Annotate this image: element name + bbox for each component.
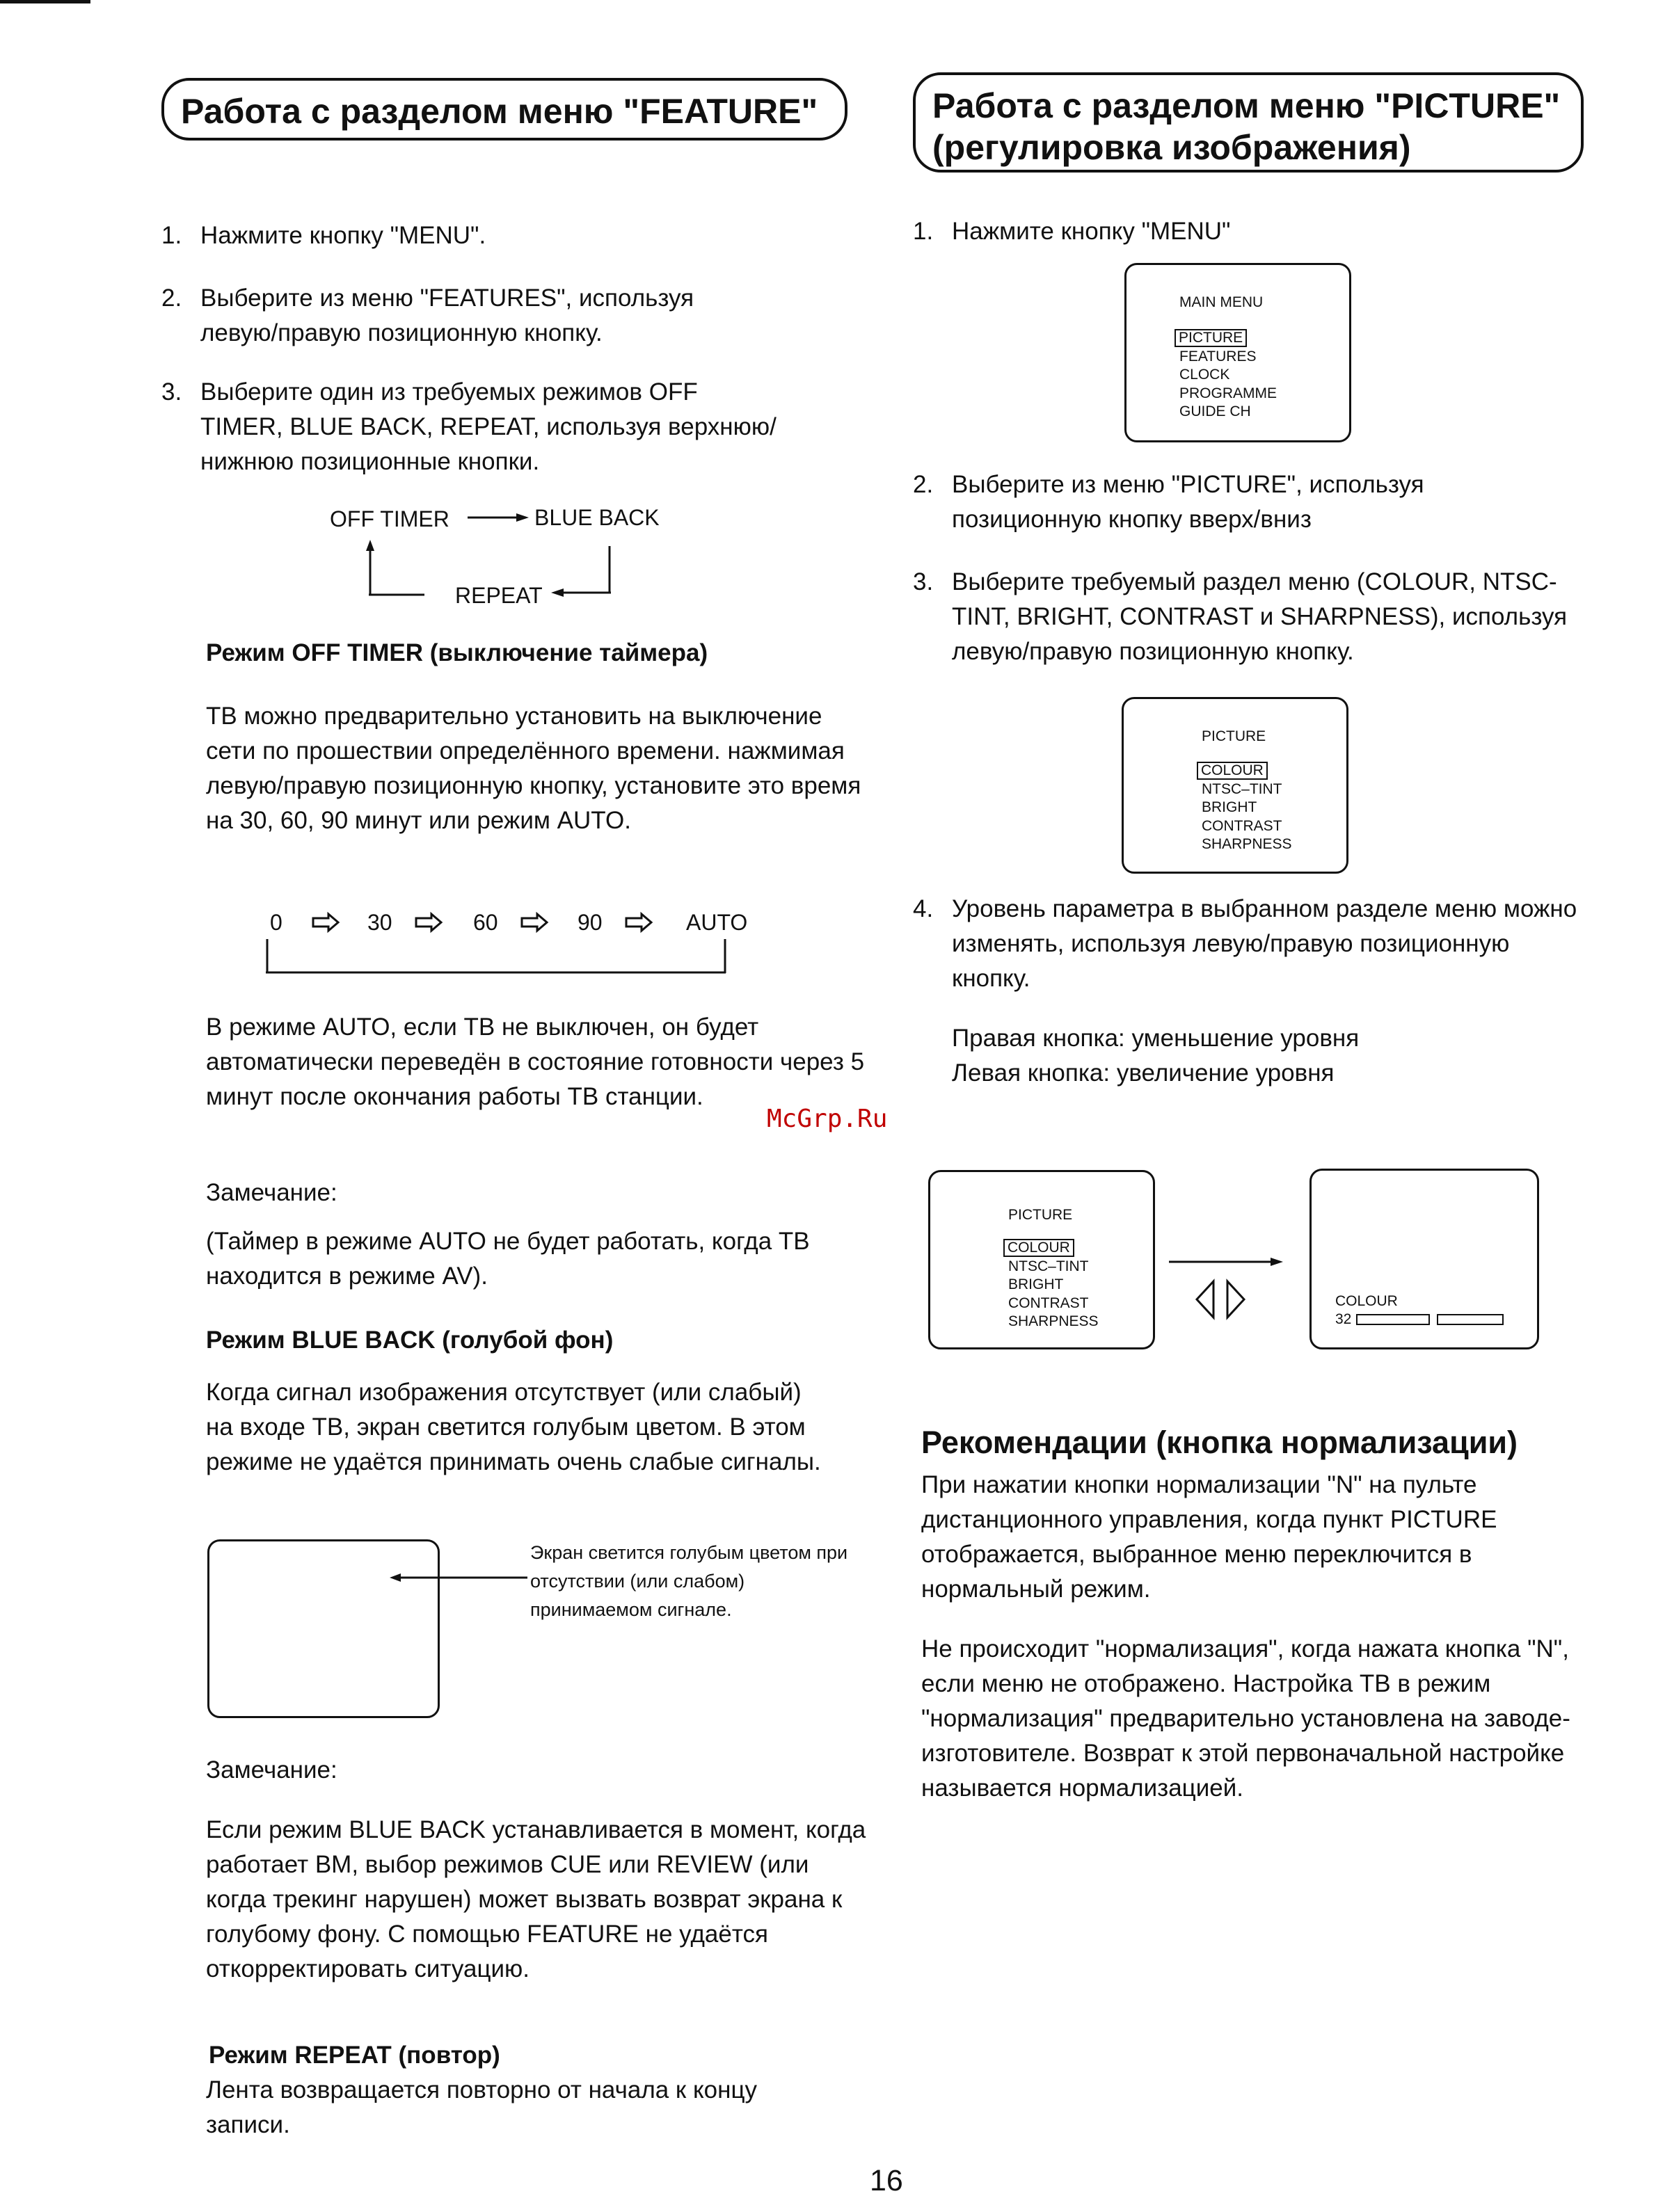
left-button-description: Левая кнопка: увеличение уровня [952, 1059, 1335, 1087]
main-menu-item: GUIDE CH [1179, 403, 1251, 419]
scan-edge-mark [0, 0, 90, 3]
picture-menu-item: CONTRAST [1202, 817, 1282, 834]
picture-menu-item: BRIGHT [1008, 1276, 1064, 1292]
off-timer-note-label: Замечание: [206, 1179, 337, 1206]
colour-level-bar-right [1437, 1314, 1504, 1325]
step-number: 3. [913, 568, 934, 595]
step-text: Нажмите кнопку "MENU". [200, 222, 486, 249]
step-number: 1. [913, 218, 934, 245]
picture-section-heading: Работа с разделом меню "PICTURE" (регулировка изображения) [913, 72, 1584, 173]
step-number: 3. [161, 378, 182, 406]
timer-sequence-arrows [264, 904, 738, 981]
picture-menu-list [1008, 1239, 1099, 1331]
step-text: Выберите из меню "FEATURES", используя левую/правую позиционную кнопку. [200, 284, 694, 346]
main-menu-selected-item: PICTURE [1175, 329, 1247, 347]
main-menu-item: FEATURES [1179, 348, 1257, 364]
left-right-buttons-icon [1194, 1277, 1250, 1322]
colour-value: 32 [1335, 1311, 1352, 1327]
step-text: Нажмите кнопку "MENU" [952, 218, 1231, 245]
step-number: 1. [161, 222, 182, 249]
picture-menu-selected-item: COLOUR [1003, 1239, 1074, 1257]
caption-pointer-arrow [390, 1564, 529, 1592]
recommend-heading: Рекомендации (кнопка нормализации) [921, 1425, 1518, 1460]
cycle-arrows [362, 501, 640, 612]
main-menu-screen [1124, 263, 1351, 442]
timer-value-auto: AUTO [686, 910, 748, 935]
picture-menu-title: PICTURE [1008, 1207, 1073, 1223]
off-timer-text: ТВ можно предварительно установить на выключение сети по прошествии определённого времени. нажмимая левую/правую позиционную кнопку, установите это время на 30, 60, 90 минут или режим AUTO. [206, 703, 861, 834]
colour-level-bar-left [1356, 1314, 1430, 1325]
blue-back-note-label: Замечание: [206, 1756, 337, 1784]
picture-menu-selected-item: COLOUR [1197, 762, 1268, 780]
picture-menu-item: CONTRAST [1008, 1295, 1089, 1311]
repeat-text: Лента возвращается повторно от начала к концу записи. [206, 2076, 758, 2138]
step-number: 2. [913, 471, 934, 498]
blue-back-screen-caption: Экран светится голубым цветом при отсутствии (или слабом) принимаемом сигнале. [530, 1542, 848, 1620]
step-number: 2. [161, 284, 182, 312]
blue-back-text: Когда сигнал изображения отсутствует (или слабый) на входе ТВ, экран светится голубым цветом. В этом режиме не удаётся принимать очень слабые сигналы. [206, 1379, 821, 1475]
step-number: 4. [913, 895, 934, 922]
picture-menu-screen [1122, 697, 1348, 874]
colour-level-screen [1309, 1169, 1539, 1349]
right-button-description: Правая кнопка: уменьшение уровня [952, 1025, 1360, 1052]
off-timer-heading: Режим OFF TIMER (выключение таймера) [206, 639, 708, 666]
step-text: Уровень параметра в выбранном разделе меню можно изменять, используя левую/правую позиционную кнопку. [952, 895, 1577, 992]
main-menu-item: PROGRAMME [1179, 385, 1277, 401]
picture-menu-screen-2 [928, 1170, 1155, 1349]
page-number: 16 [870, 2164, 903, 2197]
main-menu-item: CLOCK [1179, 367, 1230, 383]
timer-value-60: 60 [473, 910, 498, 935]
repeat-heading: Режим REPEAT (повтор) [209, 2042, 500, 2069]
timer-value-0: 0 [270, 910, 282, 935]
blue-back-note-text: Если режим BLUE BACK устанавливается в момент, когда работает ВМ, выбор режимов CUE или REVIEW (или когда трекинг нарушен) может вызвать возврат экрана к голубому фону. С помощью FEATURE не удаётся откорректировать ситуацию. [206, 1816, 866, 1982]
picture-menu-item: NTSC–TINT [1008, 1258, 1089, 1274]
picture-menu-item: SHARPNESS [1202, 836, 1292, 852]
timer-value-30: 30 [367, 910, 392, 935]
cycle-off-timer: OFF TIMER [330, 506, 449, 531]
recommend-para-1: При нажатии кнопки нормализации "N" на пульте дистанционного управления, когда пункт PICTURE отображается, выбранное меню переключится в нормальный режим. [921, 1471, 1497, 1603]
main-menu-list [1179, 329, 1277, 422]
picture-menu-item: NTSC–TINT [1202, 780, 1282, 797]
picture-menu-item: BRIGHT [1202, 799, 1257, 815]
main-menu-title: MAIN MENU [1179, 294, 1264, 310]
recommend-para-2: Не происходит "нормализация", когда нажата кнопка "N", если меню не отображено. Настройка ТВ в режим "нормализация" предварительно установлена на заводе-изготовителе. Возврат к этой первоначальной настройке называется нормализацией. [921, 1635, 1570, 1802]
step-text: Выберите требуемый раздел меню (COLOUR, NTSC-TINT, BRIGHT, CONTRAST и SHARPNESS), используя левую/правую позиционную кнопку. [952, 568, 1568, 665]
blue-back-heading: Режим BLUE BACK (голубой фон) [206, 1327, 614, 1354]
picture-menu-title: PICTURE [1202, 728, 1266, 744]
timer-value-90: 90 [578, 910, 603, 935]
cycle-blue-back: BLUE BACK [534, 505, 660, 530]
feature-section-heading: Работа с разделом меню "FEATURE" [161, 78, 847, 141]
auto-mode-text: В режиме AUTO, если ТВ не выключен, он будет автоматически переведён в состояние готовности через 5 минут после окончания работы ТВ станции. [206, 1013, 865, 1110]
colour-label: COLOUR [1335, 1293, 1398, 1309]
off-timer-note-text: (Таймер в режиме AUTO не будет работать, когда ТВ находится в режиме AV). [206, 1228, 810, 1290]
step-text: Выберите один из требуемых режимов OFF TIMER, BLUE BACK, REPEAT, используя верхнюю/нижнюю позиционные кнопки. [200, 378, 777, 475]
picture-menu-item: SHARPNESS [1008, 1313, 1099, 1329]
picture-menu-list [1202, 762, 1292, 854]
step-text: Выберите из меню "PICTURE", используя позиционную кнопку вверх/вниз [952, 471, 1424, 533]
cycle-repeat: REPEAT [455, 583, 543, 608]
watermark-text: McGrp.Ru [767, 1105, 888, 1133]
